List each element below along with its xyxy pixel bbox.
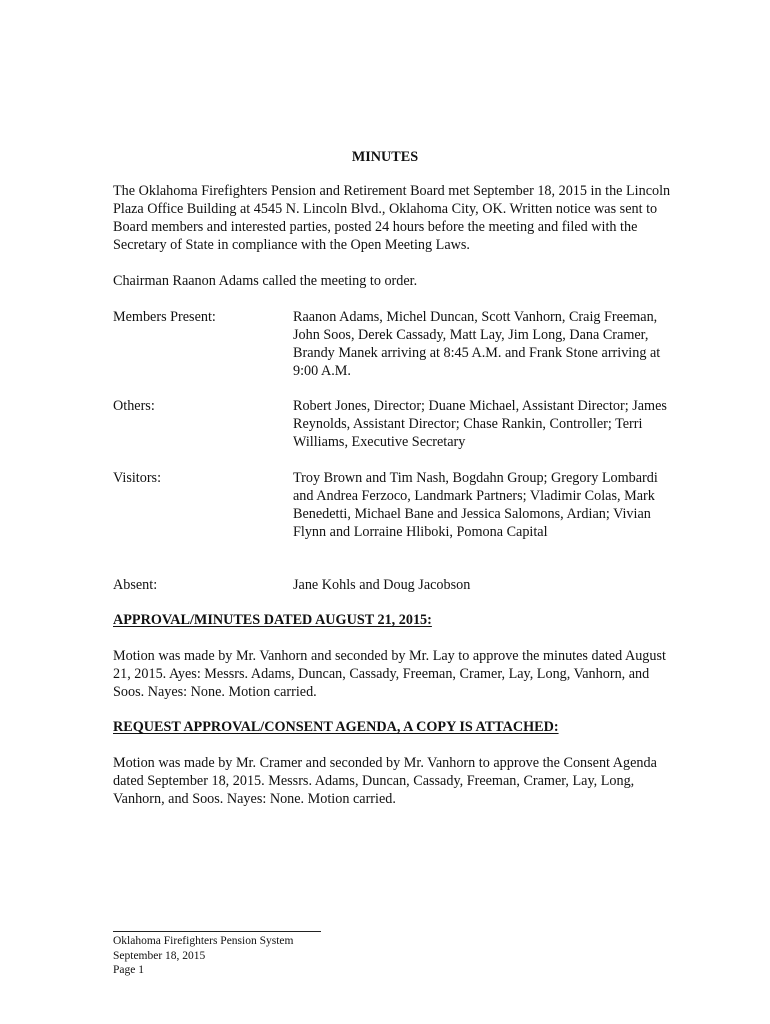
page-footer (113, 934, 293, 978)
footer-divider (113, 931, 321, 932)
attendance-value: Robert Jones, Director; Duane Michael, Assistant Director; James Reynolds, Assistant Director; Chase Rankin, Controller; Terri Williams, Executive Secretary (293, 398, 667, 450)
document-title: MINUTES (351, 149, 419, 165)
section-heading-consent-agenda: REQUEST APPROVAL/CONSENT AGENDA, A COPY IS ATTACHED: (113, 719, 559, 735)
attendance-label: Visitors: (113, 470, 162, 486)
attendance-value: Raanon Adams, Michel Duncan, Scott Vanhorn, Craig Freeman, John Soos, Derek Cassady, Matt Lay, Jim Long, Dana Cramer, Brandy Manek arriving at 8:45 A.M. and Frank Stone arriving at 9:00 A.M. (293, 309, 661, 379)
attendance-label: Others: (113, 398, 155, 414)
attendance-value: Jane Kohls and Doug Jacobson (293, 577, 471, 593)
section-heading-minutes-approval: APPROVAL/MINUTES DATED AUGUST 21, 2015: (113, 612, 432, 628)
call-to-order-paragraph: Chairman Raanon Adams called the meeting to order. (113, 273, 418, 289)
attendance-value: Troy Brown and Tim Nash, Bogdahn Group; Gregory Lombardi and Andrea Ferzoco, Landmark Partners; Vladimir Colas, Mark Benedetti, Michael Bane and Jessica Salomons, Ardian; Vivian Flynn and Lorraine Hliboki, Pomona Capital (293, 470, 658, 540)
attendance-label: Members Present: (113, 309, 216, 325)
footer-organization: Oklahoma Firefighters Pension System (113, 935, 294, 947)
intro-paragraph: The Oklahoma Firefighters Pension and Retirement Board met September 18, 2015 in the Lincoln Plaza Office Building at 4545 N. Lincoln Blvd., Oklahoma City, OK. Written notice was sent to Board members and interested parties, posted 24 hours before the meeting and filed with the Secretary of State in compliance with the Open Meeting Laws. (113, 183, 671, 253)
footer-page-number: Page 1 (113, 964, 144, 976)
footer-date: September 18, 2015 (113, 949, 206, 962)
section-body-minutes-approval: Motion was made by Mr. Vanhorn and seconded by Mr. Lay to approve the minutes dated August 21, 2015. Ayes: Messrs. Adams, Duncan, Cassady, Freeman, Cramer, Lay, Long, Vanhorn, and Soos. Nayes: None. Motion carried. (113, 648, 666, 700)
attendance-label: Absent: (113, 577, 158, 593)
section-body-consent-agenda: Motion was made by Mr. Cramer and seconded by Mr. Vanhorn to approve the Consent Agenda dated September 18, 2015. Messrs. Adams, Duncan, Cassady, Freeman, Cramer, Lay, Long, Vanhorn, and Soos. Nayes: None. Motion carried. (113, 755, 657, 807)
